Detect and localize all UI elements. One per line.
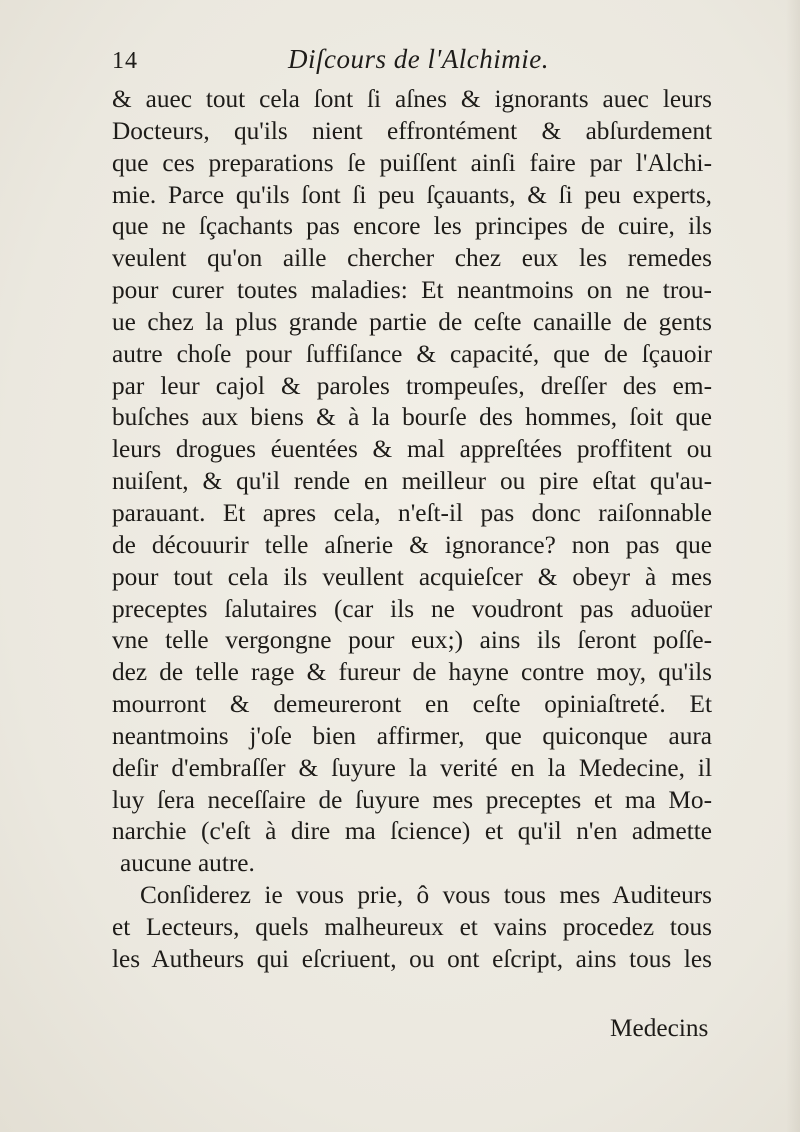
text-line: buſches aux biens & à la bourſe des hommes, ſoit que: [112, 403, 712, 432]
paragraph-end-line: aucune autre.: [120, 849, 255, 878]
catchword: Medecins: [610, 1014, 709, 1042]
text-line: parauant. Et apres cela, n'eſt-il pas donc raiſonnable: [112, 498, 712, 527]
text-line: que ne ſçachants pas encore les principes de cuire, ils: [112, 212, 712, 241]
text-line: pour curer toutes maladies: Et neantmoins on ne trou-: [112, 276, 712, 305]
text-line: luy ſera neceſſaire de ſuyure mes preceptes et ma Mo-: [112, 785, 712, 814]
text-line: mie. Parce qu'ils ſont ſi peu ſçauants, & ſi peu experts,: [112, 180, 712, 209]
text-line: Docteurs, qu'ils nient effrontément & abſurdement: [112, 116, 712, 145]
text-line: & auec tout cela ſont ſi aſnes & ignorants auec leurs: [112, 85, 712, 113]
text-line: de découurir telle aſnerie & ignorance? non pas que: [112, 530, 712, 559]
text-line: nuiſent, & qu'il rende en meilleur ou pire eſtat qu'au-: [112, 467, 712, 496]
running-title: Diſcours de l'Alchimie.: [288, 44, 549, 74]
text-line: dez de telle rage & fureur de hayne contre moy, qu'ils: [112, 658, 712, 687]
text-line: les Autheurs qui eſcriuent, ou ont eſcript, ains tous les: [112, 944, 712, 973]
text-line: veulent qu'on aille chercher chez eux les remedes: [112, 244, 712, 273]
page-header: [112, 38, 712, 78]
text-line: ue chez la plus grande partie de ceſte canaille de gents: [112, 307, 712, 336]
text-line: autre choſe pour ſuffiſance & capacité, que de ſçauoir: [112, 339, 712, 368]
page-number: 14: [112, 48, 138, 74]
text-line: leurs drogues éuentées & mal appreſtées proffitent ou: [112, 435, 712, 464]
text-line: vne telle vergongne pour eux;) ains ils ſeront poſſe-: [112, 626, 712, 655]
text-line: deſir d'embraſſer & ſuyure la verité en la Medecine, il: [112, 753, 712, 782]
text-line: neantmoins j'oſe bien affirmer, que quiconque aura: [112, 721, 712, 750]
text-line: par leur cajol & paroles trompeuſes, dreſſer des em-: [112, 371, 712, 400]
text-line: preceptes ſalutaires (car ils ne voudront pas aduoüer: [112, 594, 712, 623]
text-line: que ces preparations ſe puiſſent ainſi faire par l'Alchi-: [112, 148, 712, 177]
text-line: narchie (c'eſt à dire ma ſcience) et qu'il n'en admette: [112, 817, 712, 846]
page-edge-shadow: [786, 0, 800, 1132]
paragraph-start-line: Conſiderez ie vous prie, ô vous tous mes Auditeurs: [140, 881, 712, 910]
body-text: [112, 84, 712, 976]
text-line: mourront & demeureront en ceſte opiniaſtreté. Et: [112, 690, 712, 719]
text-line: et Lecteurs, quels malheureux et vains procedez tous: [112, 912, 712, 941]
text-line: pour tout cela ils veullent acquieſcer & obeyr à mes: [112, 562, 712, 591]
